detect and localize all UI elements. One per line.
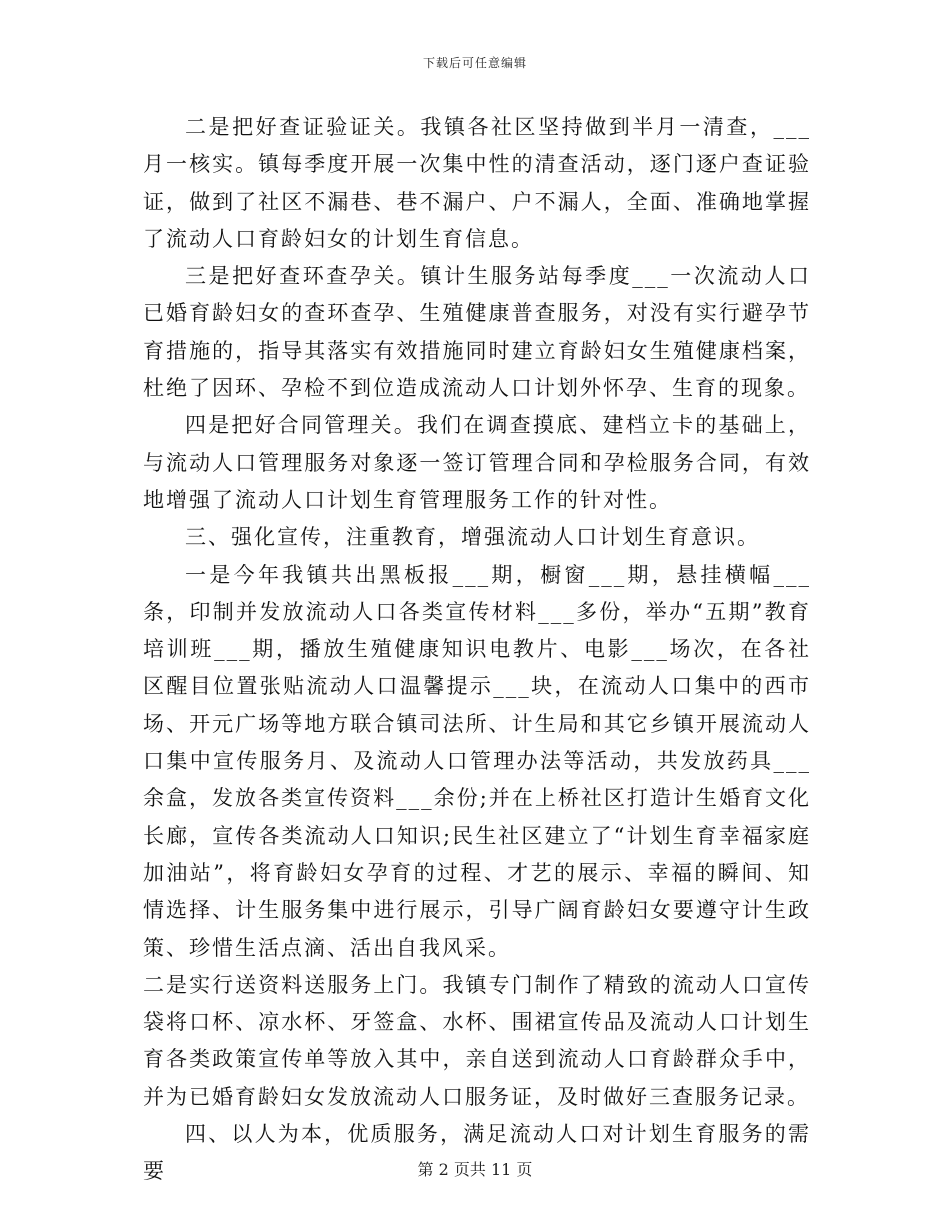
paragraph-check-verification: 二是把好查证验证关。我镇各社区坚持做到半月一清查，___月一核实。镇每季度开展一次集中性的清查活动，逐门逐户查证验证，做到了社区不漏巷、巷不漏户、户不漏人，全面、准确地掌握了流动人口育龄妇女的计划生育信息。 xyxy=(143,115,811,251)
paragraph-publicity-activities: 一是今年我镇共出黑板报___期，橱窗___期，悬挂横幅___条，印制并发放流动人口各类宣传材料___多份，举办“五期”教育培训班___期，播放生殖健康知识电教片、电影___场次，在各社区醒目位置张贴流动人口温馨提示___块，在流动人口集中的西市场、开元广场等地方联合镇司法所、计生局和其它乡镇开展流动人口集中宣传服务月、及流动人口管理办法等活动，共发放药具___余盒，发放各类宣传资料___余份;并在上桥社区打造计生婚育文化长廊，宣传各类流动人口知识;民生社区建立了“计划生育幸福家庭加油站”，将育龄妇女孕育的过程、才艺的展示、幸福的瞬间、知情选择、计生服务集中进行展示，引导广阔育龄妇女要遵守计生政策、珍惜生活点滴、活出自我风采。 xyxy=(143,562,811,960)
page-number: 第 2 页共 11 页 xyxy=(417,1160,533,1179)
page-header: 下载后可任意编辑 xyxy=(422,56,527,70)
paragraph-door-to-door-service: 二是实行送资料送服务上门。我镇专门制作了精致的流动人口宣传袋将口杯、凉水杯、牙签盒、水杯、围裙宣传品及流动人口计划生育各类政策宣传单等放入其中，亲自送到流动人口育龄群众手中，并为已婚育龄妇女发放流动人口服务证，及时做好三查服务记录。 xyxy=(143,972,811,1109)
paragraph-contract-management: 四是把好合同管理关。我们在调查摸底、建档立卡的基础上，与流动人口管理服务对象逐一签订管理合同和孕检服务合同，有效地增强了流动人口计划生育管理服务工作的针对性。 xyxy=(143,413,811,512)
section-heading-quality-service: 四、以人为本，优质服务，满足流动人口对计划生育服务的需要 xyxy=(143,1122,811,1184)
paragraph-ring-pregnancy-check: 三是把好查环查孕关。镇计生服务站每季度___一次流动人口已婚育龄妇女的查环查孕、生殖健康普查服务，对没有实行避孕节育措施的，指导其落实有效措施同时建立育龄妇女生殖健康档案，杜绝了因环、孕检不到位造成流动人口计划外怀孕、生育的现象。 xyxy=(143,264,811,401)
section-heading-publicity: 三、强化宣传，注重教育，增强流动人口计划生育意识。 xyxy=(185,525,760,550)
document-body xyxy=(143,109,811,1191)
